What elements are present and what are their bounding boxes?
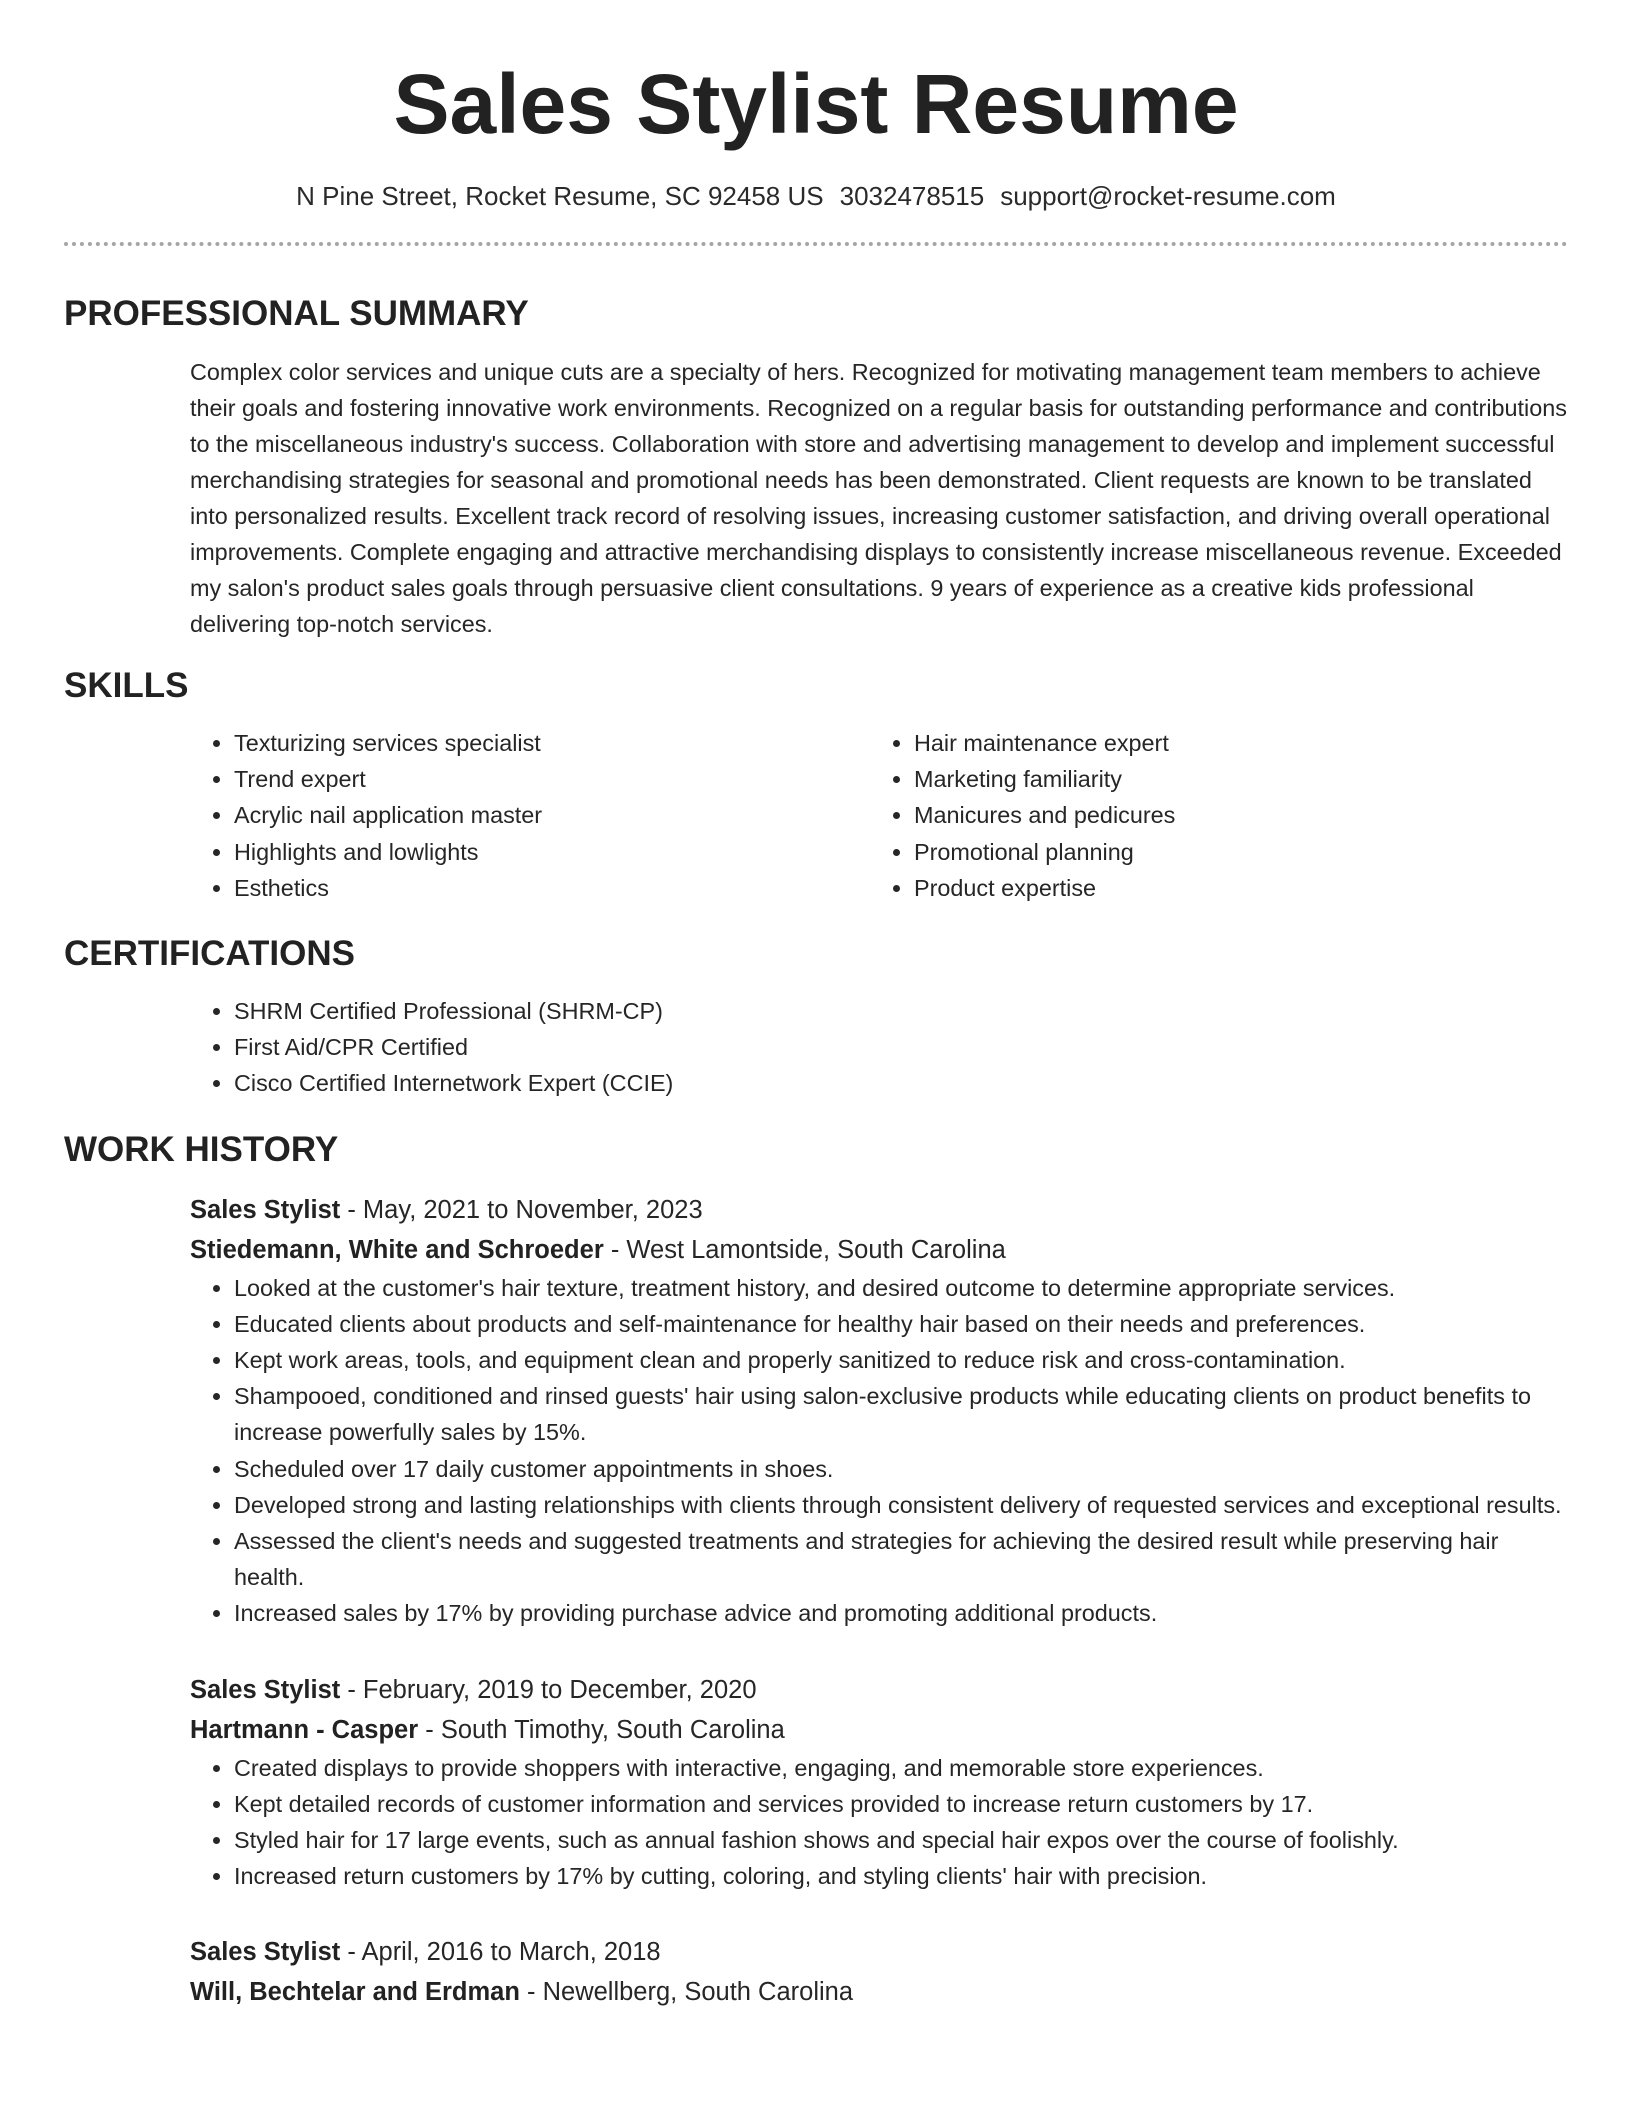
skill-item: • Trend expert: [234, 761, 870, 797]
job-title-line: [190, 1932, 1568, 1972]
skill-item: • Texturizing services specialist: [234, 725, 870, 761]
header-divider: [64, 242, 1568, 246]
job-duty: • Looked at the customer's hair texture, treatment history, and desired outcome to determine appropriate services.: [234, 1270, 1568, 1306]
skills-column-left: [190, 725, 870, 906]
job-duty: • Scheduled over 17 daily customer appointments in shoes.: [234, 1451, 1568, 1487]
summary-text: Complex color services and unique cuts are a specialty of hers. Recognized for motivating management team members to achieve their goals and fostering innovative work environments. Recognized on a regular basis for outstanding performance and contributions to the miscellaneous industry's success. Collaboration with store and advertising management to develop and implement successful merchandising strategies for seasonal and promotional needs has been demonstrated. Client requests are known to be translated into personalized results. Excellent track record of resolving issues, increasing customer satisfaction, and driving overall operational improvements. Complete engaging and attractive merchandising displays to consistently increase miscellaneous revenue. Exceeded my salon's product sales goals through persuasive client consultations. 9 years of experience as a creative kids professional delivering top-notch services.: [190, 359, 1567, 637]
job-dates: - April, 2016 to March, 2018: [340, 1938, 661, 1967]
resume-page: [64, 0, 1568, 2012]
job-location: - Newellberg, South Carolina: [519, 1978, 854, 2007]
job-duty: • Educated clients about products and self-maintenance for healthy hair based on their needs and preferences.: [234, 1306, 1568, 1342]
job-company: Stiedemann, White and Schroeder: [190, 1235, 604, 1264]
job-title-line: [190, 1190, 1568, 1230]
job-duty: • Increased sales by 17% by providing purchase advice and promoting additional products.: [234, 1595, 1568, 1631]
skill-item: • Highlights and lowlights: [234, 834, 870, 870]
work-history-heading: WORK HISTORY: [64, 1129, 339, 1169]
contact-email[interactable]: support@rocket-resume.com: [1000, 181, 1336, 211]
certifications-list: [190, 993, 1568, 1102]
job-duty: • Shampooed, conditioned and rinsed guests' hair using salon-exclusive products while educating clients on product benefits to increase powerfully sales by 15%.: [234, 1378, 1568, 1450]
job-dates: - May, 2021 to November, 2023: [340, 1195, 703, 1224]
job-duty: • Created displays to provide shoppers with interactive, engaging, and memorable store experiences.: [234, 1750, 1568, 1786]
job-duties: [190, 1750, 1568, 1895]
certification-item: • SHRM Certified Professional (SHRM-CP): [234, 993, 1568, 1029]
job-entry: [190, 1932, 1568, 2012]
skills-heading: SKILLS: [64, 666, 189, 705]
certification-item: • First Aid/CPR Certified: [234, 1029, 1568, 1065]
skill-item: • Acrylic nail application master: [234, 797, 870, 833]
skills-column-right: [870, 725, 1550, 906]
job-company-line: [190, 1710, 1568, 1750]
job-duty: • Developed strong and lasting relationships with clients through consistent delivery of requested services and exceptional results.: [234, 1487, 1568, 1523]
contact-phone: 3032478515: [839, 181, 985, 211]
job-title: Sales Stylist: [190, 1195, 341, 1224]
job-title: Sales Stylist: [190, 1938, 341, 1967]
certification-item: • Cisco Certified Internetwork Expert (CCIE): [234, 1065, 1568, 1101]
job-duty: • Kept work areas, tools, and equipment clean and properly sanitized to reduce risk and cross-contamination.: [234, 1342, 1568, 1378]
job-location: - West Lamontside, South Carolina: [603, 1235, 1006, 1264]
job-title-line: [190, 1670, 1568, 1710]
skill-item: • Promotional planning: [914, 834, 1550, 870]
certifications-heading: CERTIFICATIONS: [64, 934, 356, 974]
job-company: Will, Bechtelar and Erdman: [190, 1978, 520, 2007]
skill-item: • Esthetics: [234, 870, 870, 906]
contact-address: N Pine Street, Rocket Resume, SC 92458 US: [296, 181, 824, 211]
job-duty: • Styled hair for 17 large events, such as annual fashion shows and special hair expos over the course of foolishly.: [234, 1822, 1568, 1858]
job-title: Sales Stylist: [190, 1675, 341, 1704]
job-entry: [190, 1190, 1568, 1632]
contact-line: [64, 180, 1568, 212]
skill-item: • Manicures and pedicures: [914, 797, 1550, 833]
job-company-line: [190, 1230, 1568, 1270]
skill-item: • Hair maintenance expert: [914, 725, 1550, 761]
job-company: Hartmann - Casper: [190, 1715, 419, 1744]
resume-title: Sales Stylist Resume: [393, 57, 1239, 151]
job-duty: • Increased return customers by 17% by cutting, coloring, and styling clients' hair with precision.: [234, 1858, 1568, 1894]
job-entry: [190, 1670, 1568, 1895]
job-company-line: [190, 1972, 1568, 2012]
summary-heading: PROFESSIONAL SUMMARY: [64, 294, 529, 333]
skills-list: [190, 725, 1568, 906]
job-location: - South Timothy, South Carolina: [418, 1715, 785, 1744]
job-duties: [190, 1270, 1568, 1632]
skill-item: • Product expertise: [914, 870, 1550, 906]
job-duty: • Assessed the client's needs and suggested treatments and strategies for achieving the desired result while preserving hair health.: [234, 1523, 1568, 1595]
job-duty: • Kept detailed records of customer information and services provided to increase return customers by 17.: [234, 1786, 1568, 1822]
skill-item: • Marketing familiarity: [914, 761, 1550, 797]
job-dates: - February, 2019 to December, 2020: [340, 1675, 757, 1704]
